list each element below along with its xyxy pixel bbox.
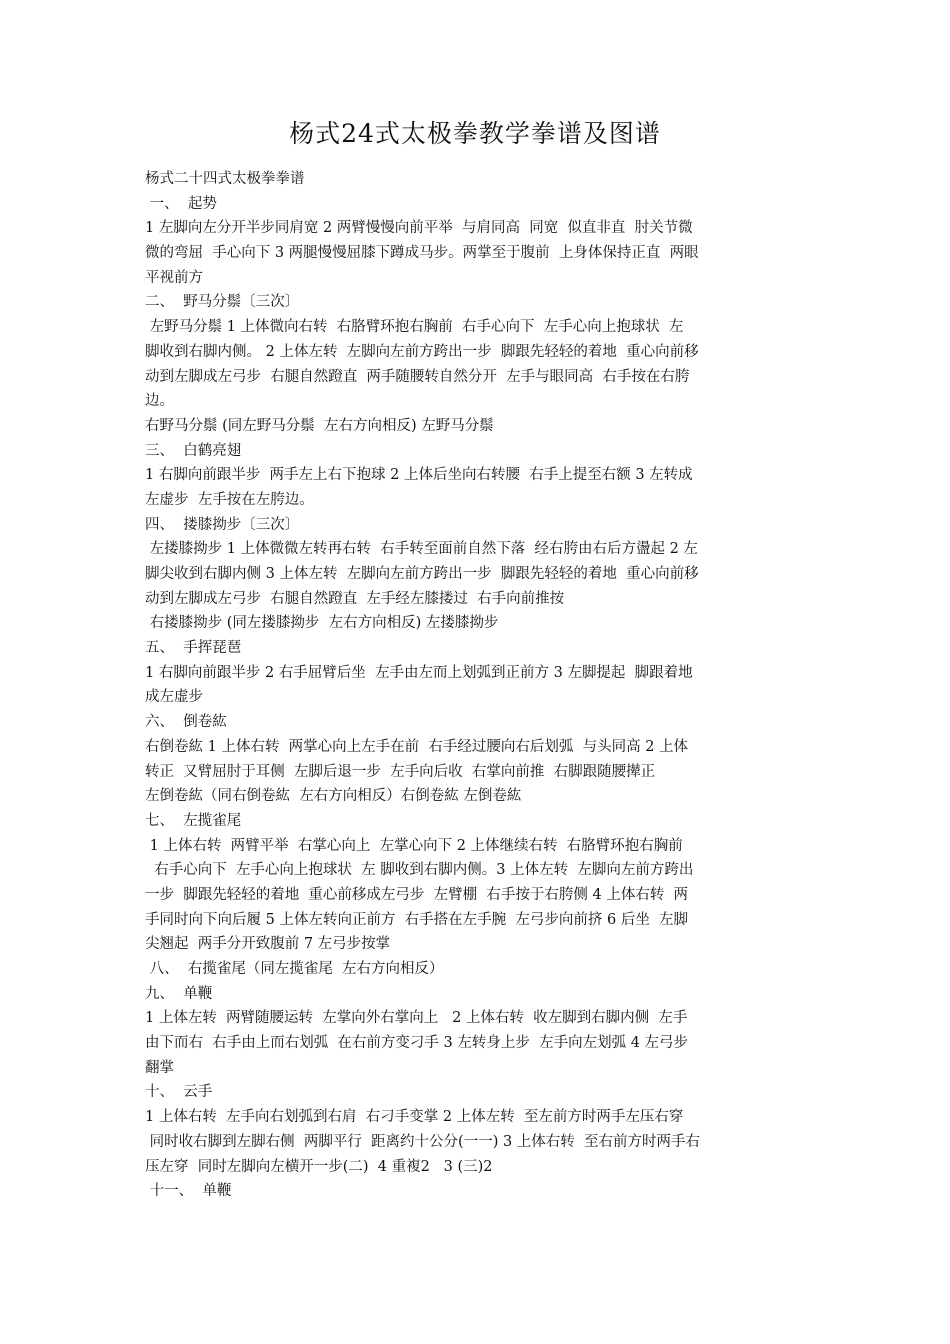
text-line: 1 上体左转 两臂随腰运转 左掌向外右掌向上 2 上体右转 收左脚到右脚内侧 左手 (145, 1010, 688, 1027)
text-line: 成左虚步 (145, 689, 203, 706)
text-line: 七、 左揽雀尾 (145, 812, 242, 829)
text-line: 转正 又臂屈肘于耳侧 左脚后退一步 左手向后收 右掌向前推 右脚跟随腰撵正 (145, 763, 656, 780)
text-line: 四、 搂膝拗步〔三次〕 (145, 516, 300, 533)
text-line: 八、 右揽雀尾（同左揽雀尾 左右方向相反） (145, 961, 444, 977)
text-line: 平视前方 (145, 269, 203, 286)
text-line: 一步 脚跟先轻轻的着地 重心前移成左弓步 左臂棚 右手按于右胯侧 4 上体右转 两 (145, 886, 689, 903)
text-line: 手同时向下向后履 5 上体左转向正前方 右手搭在左手腕 左弓步向前挤 6 后坐 左脚 (145, 911, 689, 928)
text-line: 动到左脚成左弓步 右腿自然蹬直 左手经左膝搂过 右手向前推按 (145, 590, 565, 607)
text-line: 右搂膝拗步 (同左搂膝拗步 左右方向相反) 左搂膝拗步 (145, 615, 499, 632)
text-line: 1 左脚向左分开半步同肩宽 2 两臂慢慢向前平举 与肩同高 同宽 似直非直 肘关节微 (145, 220, 693, 237)
text-line: 左搂膝拗步 1 上体微微左转再右转 右手转至面前自然下落 经右胯由右后方盪起 2 左 (145, 541, 698, 558)
text-line: 右倒卷紘 1 上体右转 两掌心向上左手在前 右手经过腰向右后划弧 与头同高 2 上体 (145, 738, 689, 755)
text-line: 尖翘起 两手分开致腹前 7 左弓步按掌 (145, 936, 391, 953)
document-title: 杨式24式太极拳教学拳谱及图谱 (289, 119, 661, 148)
text-line: 右野马分鬃 (同左野马分鬃 左右方向相反) 左野马分鬃 (145, 417, 494, 434)
text-line: 1 右脚向前跟半步 2 右手屈臂后坐 左手由左而上划弧到正前方 3 左脚提起 脚跟着地 (145, 664, 693, 681)
text-line: 右手心向下 左手心向上抱球状 左 脚收到右脚内侧。3 上体左转 左脚向左前方跨出 (145, 862, 694, 879)
text-line: 三、 白鹤亮翅 (145, 442, 242, 459)
text-line: 五、 手挥琵琶 (145, 640, 242, 657)
text-line: 脚收到右脚内侧。 2 上体左转 左脚向左前方跨出一步 脚跟先轻轻的着地 重心向前移 (145, 343, 699, 360)
text-line: 微的弯屈 手心向下 3 两腿慢慢屈膝下蹲成马步。两掌至于腹前 上身体保持正直 两眼 (145, 245, 699, 262)
text-line: 二、 野马分鬃〔三次〕 (145, 294, 300, 311)
text-line: 左虚步 左手按在左胯边。 (145, 491, 314, 508)
text-line: 脚尖收到右脚内侧 3 上体左转 左脚向左前方跨出一步 脚跟先轻轻的着地 重心向前移 (145, 566, 699, 582)
text-line: 九、 单鞭 (145, 985, 213, 1002)
text-line: 由下而右 右手由上而右划弧 在右前方变刁手 3 左转身上步 左手向左划弧 4 左弓步 (145, 1035, 689, 1052)
text-line: 动到左脚成左弓步 右腿自然蹬直 两手随腰转自然分开 左手与眼同高 右手按在右胯 (145, 368, 690, 385)
text-line: 1 右脚向前跟半步 两手左上右下抱球 2 上体后坐向右转腰 右手上提至右额 3 左转成 (145, 467, 693, 484)
text-line: 六、 倒卷紘 (145, 714, 227, 731)
text-line: 边。 (145, 393, 174, 410)
text-line: 一、 起势 (145, 195, 217, 212)
text-line: 左野马分鬃 1 上体微向右转 右胳臂环抱右胸前 右手心向下 左手心向上抱球状 左 (145, 319, 684, 336)
text-line: 1 上体右转 两臂平举 右掌心向上 左掌心向下 2 上体继续右转 右胳臂环抱右胸前 (145, 837, 683, 854)
text-line: 十、 云手 (145, 1084, 213, 1101)
text-line: 同时收右脚到左脚右侧 两脚平行 距离约十公分(一一) 3 上体右转 至右前方时两手右 (145, 1133, 701, 1150)
text-line: 翻掌 (145, 1059, 174, 1076)
text-line: 十一、 单鞭 (145, 1183, 232, 1200)
text-line: 杨式二十四式太极拳拳谱 (145, 171, 305, 187)
text-line: 1 上体右转 左手向右划弧到右肩 右刁手变掌 2 上体左转 至左前方时两手左压右穿 (145, 1109, 684, 1126)
document-body (145, 167, 809, 1204)
text-line: 压左穿 同时左脚向左横开一步(二) 4 重複2 3 (三)2 (145, 1158, 493, 1175)
text-line: 左倒卷紘（同右倒卷紘 左右方向相反）右倒卷紘 左倒卷紘 (145, 788, 522, 805)
